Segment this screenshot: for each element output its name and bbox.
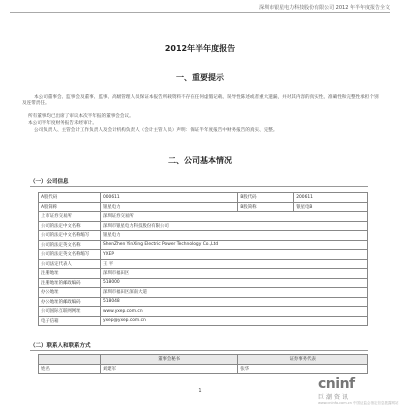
subsection-rule: [30, 186, 368, 187]
notice-paragraph-3: 本公司半年度财务报告未经审计。: [28, 121, 97, 126]
contacts-table: [38, 354, 368, 374]
table-row: [39, 240, 368, 250]
table-cell: 注册地址的邮政编码: [39, 278, 101, 288]
table-row: [39, 278, 368, 288]
table-row: [39, 250, 368, 260]
notice-paragraph-4: 公司负责人、主管会计工作负责人及会计机构负责人（会计主管人员）声明：保证半年度报告中财务报告的真实、完整。: [34, 128, 278, 133]
table-cell: A股代码: [39, 193, 101, 203]
section-heading-company-info: 二、公司基本情况: [168, 156, 232, 165]
table-row: [39, 364, 368, 374]
table-header-row: [39, 355, 368, 365]
table-header-cell: 证券事务代表: [238, 355, 368, 365]
table-row: [39, 297, 368, 307]
table-cell: YXEP: [100, 250, 367, 260]
table-row: [39, 259, 368, 269]
table-cell: 王 平: [100, 259, 367, 269]
page-number: 1: [198, 388, 202, 394]
table-cell: 上市证券交易所: [39, 212, 101, 222]
table-cell: www.yxep.com.cn: [100, 307, 367, 317]
table-cell: 公司的法定中文名称缩写: [39, 231, 101, 241]
table-cell: 518000: [100, 278, 367, 288]
subsection-title-contacts: （二）联系人和联系方式: [30, 343, 91, 349]
table-row: [39, 316, 368, 326]
table-cell: yxep@yxep.com.cn: [100, 316, 367, 326]
table-cell: 办公地址: [39, 288, 101, 298]
cninfo-logo: cninf: [318, 376, 355, 392]
table-header-cell: 董事会秘书: [100, 355, 238, 365]
table-row: [39, 193, 368, 203]
table-cell: 深圳市福田区深南大道: [100, 288, 367, 298]
table-cell: 深圳市银星电力科技股份有限公司: [100, 221, 367, 231]
document-title: 2012年半年度报告: [164, 44, 236, 53]
table-cell: 张华: [238, 364, 368, 374]
table-cell: 公司的法定英文名称缩写: [39, 250, 101, 260]
table-row: [39, 288, 368, 298]
cninfo-url: www.cninfo.com.cn 中国证监会指定信息披露网站: [318, 401, 399, 405]
running-header: 深圳市银星电力科技股份有限公司 2012 年半年度报告全文: [259, 5, 390, 11]
table-cell: 深圳市福田区: [100, 269, 367, 279]
cninfo-watermark: [318, 376, 399, 408]
table-cell: 刘建军: [100, 364, 238, 374]
table-cell: 注册地址: [39, 269, 101, 279]
table-cell: 200611: [294, 193, 368, 203]
table-cell: 银星电力: [100, 202, 237, 212]
table-cell: 银星电力: [100, 231, 367, 241]
header-rule: [10, 12, 390, 13]
table-row: [39, 269, 368, 279]
table-cell: 公司法定代表人: [39, 259, 101, 269]
table-cell: 办公地址的邮政编码: [39, 297, 101, 307]
table-cell: 518048: [100, 297, 367, 307]
table-row: [39, 221, 368, 231]
table-row: [39, 307, 368, 317]
table-cell: B股简称: [238, 202, 294, 212]
table-header-cell: [39, 355, 101, 365]
table-cell: 深圳证券交易所: [100, 212, 367, 222]
table-cell: 电子信箱: [39, 316, 101, 326]
notice-paragraph-1: 本公司董事会、监事会及董事、监事、高级管理人员保证本报告所载资料不存在任何虚假记载、误导性陈述或者重大遗漏，并对其内容的真实性、准确性和完整性承担个别及连带责任。: [22, 95, 379, 106]
table-cell: 银星电B: [294, 202, 368, 212]
section-heading-important-notice: 一、重要提示: [176, 73, 224, 82]
cninfo-logo-subtitle: 巨潮资讯: [318, 394, 351, 401]
table-cell: A股简称: [39, 202, 101, 212]
table-cell: ShenZhen YinXing Electric Power Technology Co.,Ltd: [100, 240, 367, 250]
table-cell: 公司的法定英文名称: [39, 240, 101, 250]
table-cell: 公司的法定中文名称: [39, 221, 101, 231]
notice-paragraph-2: 所有董事均已出席了审议本次半年报的董事会会议。: [28, 114, 134, 119]
table-cell: 000611: [100, 193, 237, 203]
subsection-rule: [30, 350, 368, 351]
subsection-title-company-info: （一）公司信息: [30, 179, 69, 185]
table-cell: 公司国际互联网网址: [39, 307, 101, 317]
table-row: [39, 231, 368, 241]
table-row: [39, 202, 368, 212]
company-info-table: [38, 192, 368, 326]
table-cell: B股代码: [238, 193, 294, 203]
table-row: [39, 212, 368, 222]
table-cell: 姓名: [39, 364, 101, 374]
